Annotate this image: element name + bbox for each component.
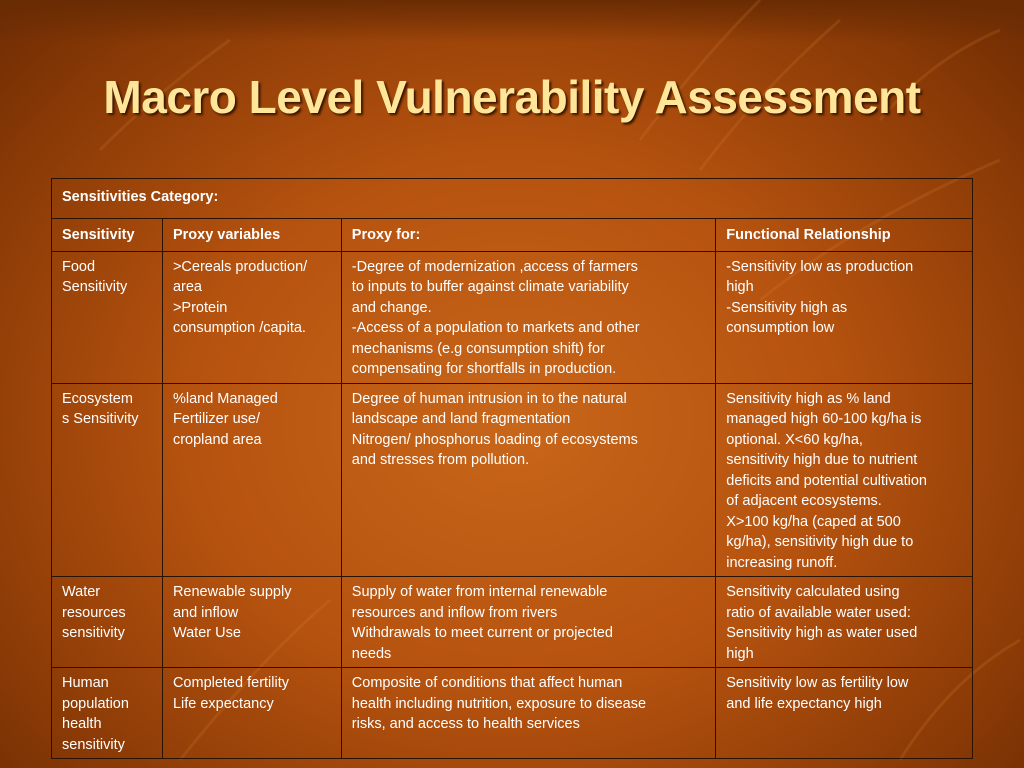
table-row bbox=[52, 577, 973, 668]
table-body bbox=[52, 251, 973, 759]
cell-line: health bbox=[62, 716, 102, 732]
header-row bbox=[52, 219, 973, 252]
cell-line: of adjacent ecosystems. bbox=[726, 493, 882, 509]
cell-line: Life expectancy bbox=[172, 695, 274, 712]
cell-line: mechanisms (e.g consumption shift) for bbox=[351, 340, 605, 357]
cell-line: -Sensitivity high as bbox=[726, 299, 848, 316]
cell-line: compensating for shortfalls in production. bbox=[351, 361, 617, 377]
cell-line: increasing runoff. bbox=[726, 554, 838, 571]
cell-line: Food bbox=[62, 258, 96, 275]
cell-line: kg/ha), sensitivity high due to bbox=[726, 534, 914, 550]
cell-line: optional. X<60 kg/ha, bbox=[726, 431, 863, 448]
cell-line: -Access of a population to markets and other bbox=[351, 320, 640, 336]
top-shadow-band bbox=[0, 0, 1024, 42]
cell-line: area bbox=[172, 279, 202, 295]
cell-line: managed high 60-100 kg/ha is bbox=[726, 411, 922, 427]
header-sensitivity: Sensitivity bbox=[52, 219, 163, 252]
cell-line: Human bbox=[62, 675, 109, 691]
cell-line: population bbox=[62, 695, 129, 712]
cell-line: ratio of available water used: bbox=[726, 604, 911, 621]
cell-line: Water Use bbox=[172, 625, 241, 641]
header-proxy-for: Proxy for: bbox=[341, 219, 715, 252]
cell-line: Sensitivity calculated using bbox=[726, 584, 900, 600]
sensitivity-cell bbox=[52, 668, 163, 759]
cell-line: sensitivity bbox=[62, 736, 125, 753]
proxy-for-cell bbox=[341, 251, 715, 383]
cell-line: health including nutrition, exposure to disease bbox=[351, 695, 647, 712]
cell-line: sensitivity high due to nutrient bbox=[726, 452, 918, 468]
sensitivity-cell bbox=[52, 251, 163, 383]
cell-line: Withdrawals to meet current or projected bbox=[351, 625, 613, 641]
cell-line: s Sensitivity bbox=[62, 411, 139, 427]
slide-title: Macro Level Vulnerability Assessment bbox=[103, 71, 921, 123]
cell-line: high bbox=[726, 279, 754, 295]
functional-relationship-cell bbox=[716, 668, 973, 759]
cell-line: Nitrogen/ phosphorus loading of ecosystems bbox=[351, 431, 638, 448]
cell-line: needs bbox=[351, 645, 392, 662]
header-functional-relationship: Functional Relationship bbox=[716, 219, 973, 252]
table-row bbox=[52, 668, 973, 759]
cell-line: resources bbox=[62, 604, 126, 621]
cell-line: Completed fertility bbox=[172, 675, 289, 691]
cell-line: consumption /capita. bbox=[172, 320, 306, 336]
cell-line: Ecosystem bbox=[62, 390, 133, 407]
proxy-variables-cell bbox=[162, 577, 341, 668]
cell-line: Water bbox=[62, 584, 101, 600]
cell-line: and inflow bbox=[172, 604, 239, 621]
cell-line: cropland area bbox=[172, 431, 262, 448]
cell-line: X>100 kg/ha (caped at 500 bbox=[726, 513, 901, 530]
cell-line: landscape and land fragmentation bbox=[351, 411, 571, 427]
cell-line: -Degree of modernization ,access of farmers bbox=[351, 258, 638, 275]
cell-line: >Protein bbox=[172, 299, 228, 316]
cell-line: and stresses from pollution. bbox=[351, 452, 530, 468]
cell-line: and change. bbox=[351, 299, 432, 316]
sensitivity-cell bbox=[52, 383, 163, 577]
cell-line: -Sensitivity low as production bbox=[726, 258, 914, 275]
cell-line: deficits and potential cultivation bbox=[726, 472, 927, 489]
cell-line: >Cereals production/ bbox=[172, 258, 308, 275]
proxy-for-cell bbox=[341, 668, 715, 759]
header-proxy-variables: Proxy variables bbox=[162, 219, 341, 252]
cell-line: %land Managed bbox=[172, 390, 278, 407]
proxy-for-cell bbox=[341, 383, 715, 577]
cell-line: Renewable supply bbox=[172, 584, 292, 600]
cell-line: Sensitivity bbox=[62, 279, 128, 295]
cell-line: sensitivity bbox=[62, 625, 125, 641]
table-row bbox=[52, 383, 973, 577]
functional-relationship-cell bbox=[716, 577, 973, 668]
cell-line: consumption low bbox=[726, 320, 835, 336]
functional-relationship-cell bbox=[716, 383, 973, 577]
table-row bbox=[52, 251, 973, 383]
cell-line: Sensitivity high as % land bbox=[726, 390, 891, 407]
cell-line: Degree of human intrusion in to the natural bbox=[351, 390, 627, 407]
category-label: Sensitivities Category: bbox=[52, 179, 973, 219]
cell-line: risks, and access to health services bbox=[351, 716, 580, 732]
sensitivity-cell bbox=[52, 577, 163, 668]
functional-relationship-cell bbox=[716, 251, 973, 383]
cell-line: Fertilizer use/ bbox=[172, 411, 260, 427]
cell-line: resources and inflow from rivers bbox=[351, 604, 558, 621]
proxy-for-cell bbox=[341, 577, 715, 668]
cell-line: Composite of conditions that affect human bbox=[351, 675, 623, 691]
cell-line: Sensitivity high as water used bbox=[726, 625, 918, 641]
category-row bbox=[52, 179, 973, 219]
cell-line: Sensitivity low as fertility low bbox=[726, 675, 909, 691]
proxy-variables-cell bbox=[162, 251, 341, 383]
cell-line: Supply of water from internal renewable bbox=[351, 584, 608, 600]
proxy-variables-cell bbox=[162, 668, 341, 759]
cell-line: to inputs to buffer against climate variability bbox=[351, 279, 629, 295]
vulnerability-table bbox=[51, 178, 973, 759]
cell-line: and life expectancy high bbox=[726, 695, 882, 712]
cell-line: high bbox=[726, 645, 754, 662]
proxy-variables-cell bbox=[162, 383, 341, 577]
